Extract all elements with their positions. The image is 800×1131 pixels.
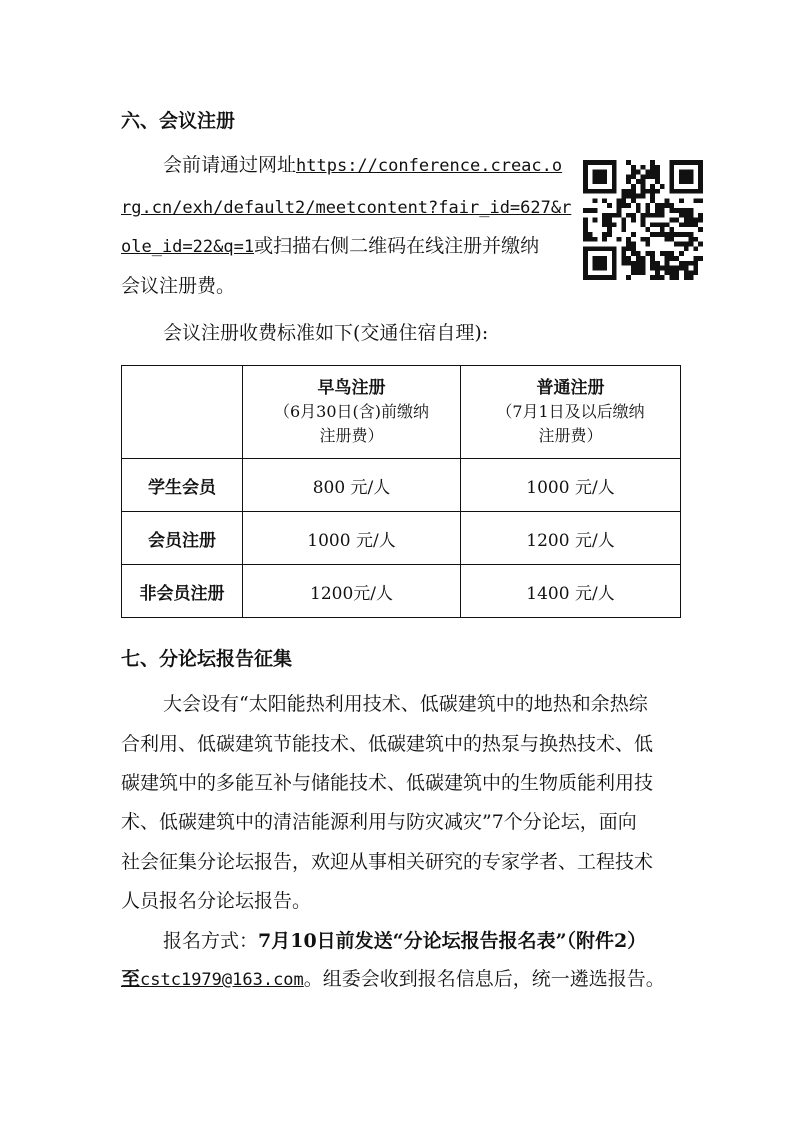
paragraph-line: 大会设有“太阳能热利用技术、低碳建筑中的地热和余热综 — [163, 693, 648, 715]
registration-url-part1[interactable]: https://conference.creac.o — [296, 156, 563, 176]
fee-intro: 会议注册收费标准如下(交通住宿自理): — [163, 322, 489, 344]
signup-suffix: 。组委会收到报名信息后，统一遴选报告。 — [303, 968, 665, 990]
regular-title: 普通注册 — [536, 378, 605, 398]
signup-line-2 — [121, 966, 665, 993]
paragraph-line: 合利用、低碳建筑节能技术、低碳建筑中的热泵与换热技术、低 — [121, 733, 654, 755]
paragraph-line: 人员报名分论坛报告。 — [121, 890, 312, 912]
regular-note-1: （7月1日及以后缴纳 — [496, 402, 645, 421]
signup-prefix: 报名方式： — [163, 930, 259, 952]
regular-note-2: 注册费） — [538, 426, 603, 445]
intro-line-2 — [121, 194, 571, 221]
row-label: 会员注册 — [122, 512, 243, 565]
early-bird-note-2: 注册费） — [319, 426, 384, 445]
row-label: 非会员注册 — [122, 565, 243, 618]
row-label: 学生会员 — [122, 459, 243, 512]
table-row — [122, 565, 681, 618]
intro-line-1 — [163, 152, 562, 179]
intro-suffix: 或扫描右侧二维码在线注册并缴纳 — [254, 235, 540, 257]
early-fee-cell: 1000 元/人 — [243, 512, 461, 565]
signup-line — [163, 928, 646, 954]
early-fee-cell: 1200元/人 — [243, 565, 461, 618]
regular-fee-cell: 1200 元/人 — [461, 512, 681, 565]
intro-line-4: 会议注册费。 — [121, 275, 236, 297]
table-header-row — [122, 366, 681, 459]
registration-url-part2[interactable]: rg.cn/exh/default2/meetcontent?fair_id=627&r — [121, 198, 572, 218]
table-row — [122, 512, 681, 565]
email-link[interactable]: cstc1979@163.com — [140, 970, 304, 990]
paragraph-line: 社会征集分论坛报告，欢迎从事相关研究的专家学者、工程技术 — [121, 851, 654, 873]
regular-fee-cell: 1000 元/人 — [461, 459, 681, 512]
intro-line-3 — [121, 233, 539, 260]
section-6-heading: 六、会议注册 — [121, 110, 236, 132]
fee-table — [121, 365, 681, 618]
regular-header — [461, 366, 681, 459]
early-bird-title: 早鸟注册 — [317, 378, 386, 398]
early-fee-cell: 800 元/人 — [243, 459, 461, 512]
signup-to: 至 — [121, 968, 141, 990]
registration-url-part3[interactable]: ole_id=22&q=1 — [121, 237, 255, 257]
early-bird-note-1: （6月30日(含)前缴纳 — [273, 402, 430, 421]
qr-code-icon[interactable] — [583, 160, 703, 280]
section-7-heading: 七、分论坛报告征集 — [121, 648, 293, 670]
early-bird-header — [243, 366, 461, 459]
table-row — [122, 459, 681, 512]
signup-instructions: 7月10日前发送“分论坛报告报名表”（附件2） — [258, 930, 647, 952]
regular-fee-cell: 1400 元/人 — [461, 565, 681, 618]
table-corner-cell — [122, 366, 243, 459]
intro-prefix: 会前请通过网址 — [163, 154, 297, 176]
paragraph-line: 术、低碳建筑中的清洁能源利用与防灾减灾”7个分论坛，面向 — [121, 811, 637, 833]
paragraph-line: 碳建筑中的多能互补与储能技术、低碳建筑中的生物质能利用技 — [121, 772, 654, 794]
